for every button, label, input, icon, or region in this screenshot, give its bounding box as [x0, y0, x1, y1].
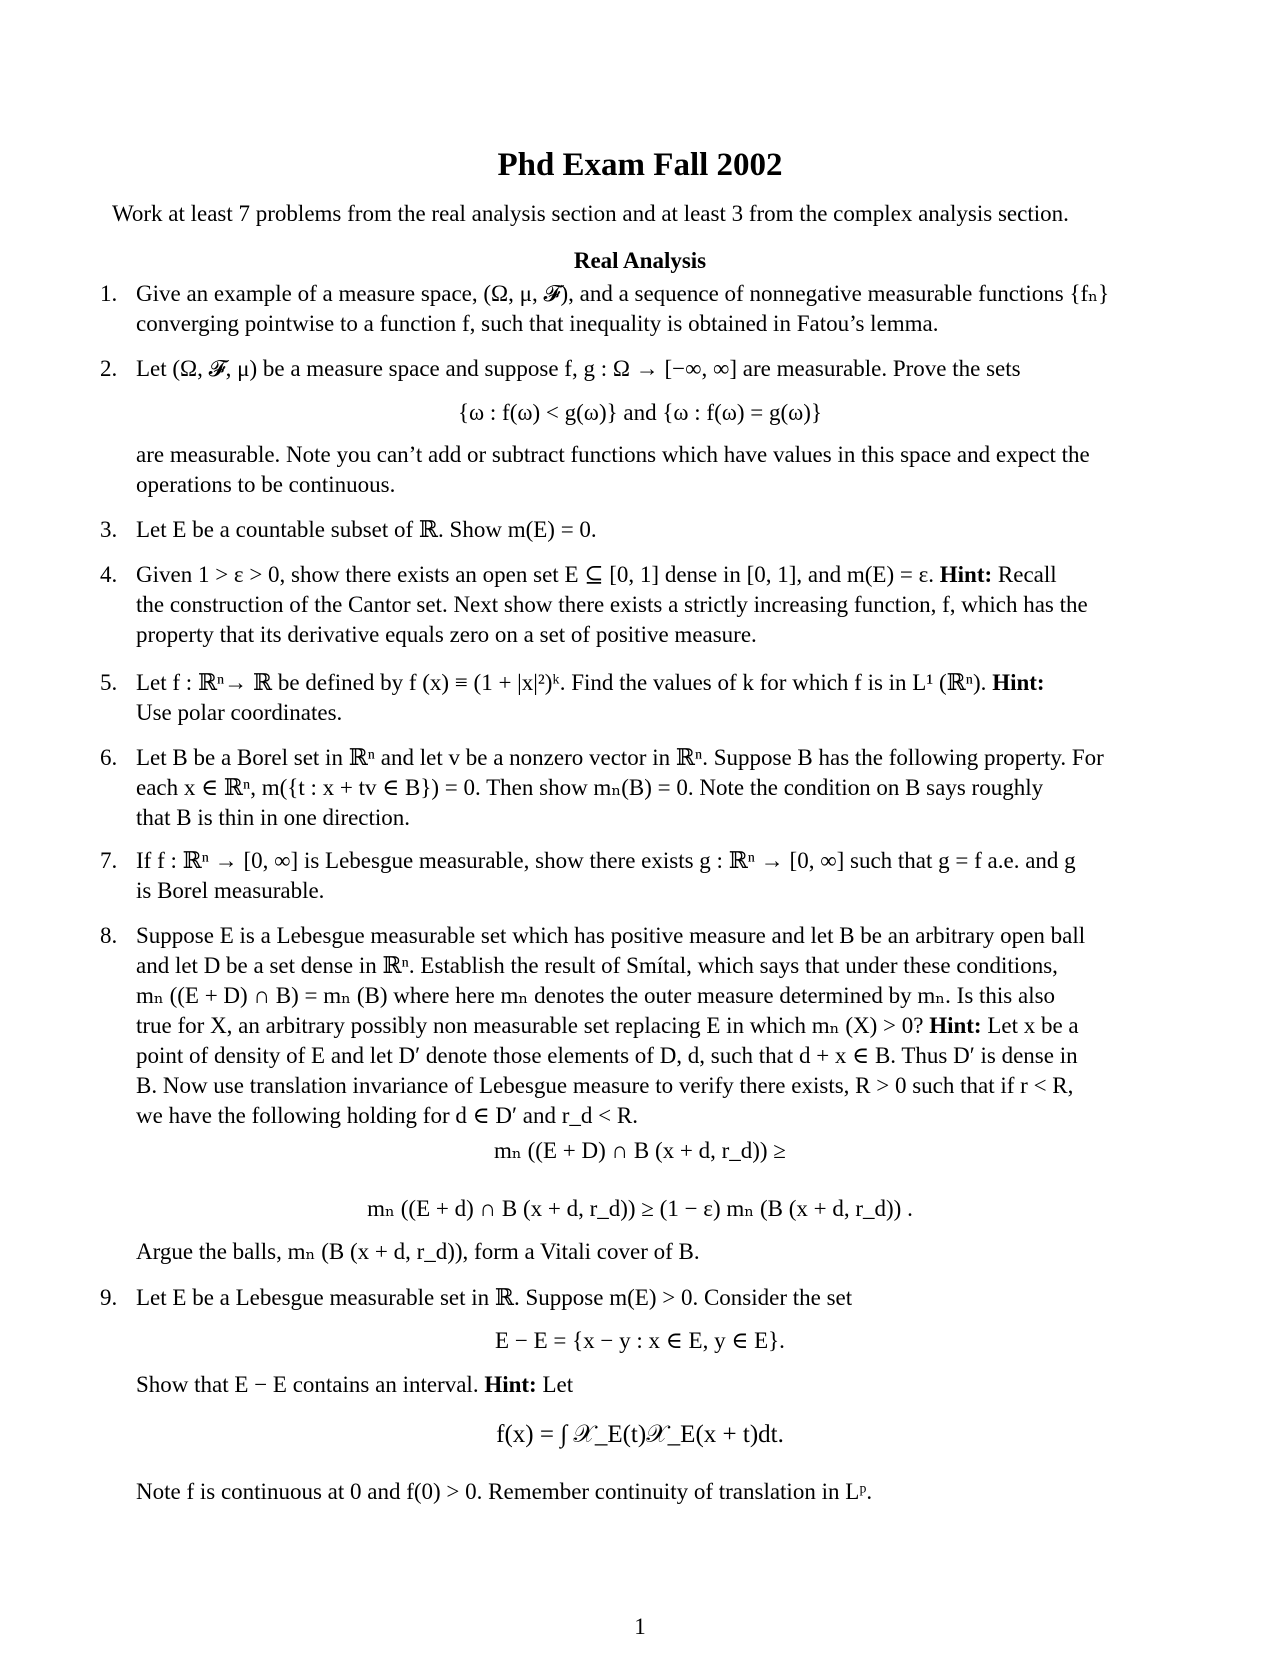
problem-number: 7. — [100, 848, 118, 873]
problem-text: Argue the balls, mₙ (B (x + d, r_d)), form a Vitali cover of B. — [136, 1239, 700, 1264]
problem-text: Show that E − E contains an interval. — [136, 1372, 479, 1397]
problem-text: Suppose E is a Lebesgue measurable set which has positive measure and let B be an arbitrary open ball — [136, 923, 1086, 948]
problem-1 — [100, 279, 1210, 339]
problem-text: property that its derivative equals zero on a set of positive measure. — [136, 622, 757, 647]
problem-text: Note f is continuous at 0 and f(0) > 0. Remember continuity of translation in Lᵖ. — [136, 1479, 873, 1504]
problem-9-hint — [100, 1370, 1210, 1400]
hint-label: Hint: — [484, 1372, 537, 1397]
display-equation: mₙ ((E + d) ∩ B (x + d, r_d)) ≥ (1 − ε) mₙ (B (x + d, r_d)) . — [367, 1196, 913, 1221]
problem-6 — [100, 743, 1210, 833]
problem-text: is Borel measurable. — [136, 878, 325, 903]
problem-text: Let E be a Lebesgue measurable set in ℝ. Suppose m(E) > 0. Consider the set — [136, 1285, 853, 1310]
problem-number: 2. — [100, 356, 118, 381]
problem-text — [136, 668, 1210, 698]
problem-9-continued — [100, 1477, 1210, 1507]
problem-text: Use polar coordinates. — [136, 700, 343, 725]
problem-text: Let f : ℝⁿ→ ℝ be defined by f (x) ≡ (1 + |x|²)ᵏ. Find the values of k for which f is in L¹ (ℝⁿ). — [136, 670, 987, 695]
page-title: Phd Exam Fall 2002 — [497, 147, 783, 183]
problem-8-continued — [100, 1237, 1210, 1267]
problem-5 — [100, 668, 1210, 728]
hint-text: Let — [542, 1372, 574, 1397]
problem-text — [136, 560, 1210, 590]
problem-text: mₙ ((E + D) ∩ B) = mₙ (B) where here mₙ denotes the outer measure determined by mₙ. Is this also — [136, 983, 1056, 1008]
problem-text: the construction of the Cantor set. Next show there exists a strictly increasing function, f, which has the — [136, 592, 1088, 617]
problem-number: 4. — [100, 562, 118, 587]
problem-text: operations to be continuous. — [136, 472, 396, 497]
problem-3 — [100, 515, 1210, 545]
problem-text: Let (Ω, 𝓕, μ) be a measure space and suppose f, g : Ω → [−∞, ∞] are measurable. Prove the sets — [136, 356, 1021, 381]
problem-text: Let E be a countable subset of ℝ. Show m(E) = 0. — [136, 517, 597, 542]
problem-text: converging pointwise to a function f, such that inequality is obtained in Fatou’s lemma. — [136, 311, 939, 336]
problem-text: each x ∈ ℝⁿ, m({t : x + tv ∈ B}) = 0. Then show mₙ(B) = 0. Note the condition on B says roughly — [136, 775, 1044, 800]
problem-text — [136, 1011, 1210, 1041]
problem-number: 3. — [100, 517, 118, 542]
display-equation: f(x) = ∫ 𝒳_E(t)𝒳_E(x + t)dt. — [496, 1421, 784, 1448]
problem-7 — [100, 846, 1210, 906]
problem-text: Give an example of a measure space, (Ω, μ, 𝓕), and a sequence of nonnegative measurable functions {fₙ} — [136, 281, 1110, 306]
problem-text — [136, 1370, 1210, 1400]
section-heading: Real Analysis — [573, 248, 707, 273]
problem-text: If f : ℝⁿ → [0, ∞] is Lebesgue measurable, show there exists g : ℝⁿ → [0, ∞] such that g = f a.e. and g — [136, 848, 1076, 873]
problem-text: true for X, an arbitrary possibly non measurable set replacing E in which mₙ (X) > 0? — [136, 1013, 924, 1038]
problem-number: 9. — [100, 1285, 118, 1310]
problem-4 — [100, 560, 1210, 650]
problem-8 — [100, 921, 1210, 1131]
problem-text: that B is thin in one direction. — [136, 805, 411, 830]
hint-text: Let x be a — [987, 1013, 1079, 1038]
problem-2 — [100, 354, 1210, 384]
display-equation: E − E = {x − y : x ∈ E, y ∈ E}. — [495, 1328, 785, 1353]
display-equation: mₙ ((E + D) ∩ B (x + d, r_d)) ≥ — [494, 1138, 786, 1163]
hint-label: Hint: — [939, 562, 993, 587]
problem-text: are measurable. Note you can’t add or subtract functions which have values in this space and expect the — [136, 442, 1090, 467]
problem-number: 5. — [100, 670, 118, 695]
problem-number: 6. — [100, 745, 118, 770]
problem-number: 1. — [100, 281, 118, 306]
page-number: 1 — [634, 1614, 646, 1639]
display-equation: {ω : f(ω) < g(ω)} and {ω : f(ω) = g(ω)} — [457, 400, 822, 425]
hint-text: Recall — [997, 562, 1057, 587]
problem-2-continued — [100, 440, 1210, 500]
problem-text: Let B be a Borel set in ℝⁿ and let v be a nonzero vector in ℝⁿ. Suppose B has the following property. For — [136, 745, 1104, 770]
problem-number: 8. — [100, 923, 118, 948]
problem-text: point of density of E and let D′ denote those elements of D, d, such that d + x ∈ B. Thus D′ is dense in — [136, 1043, 1078, 1068]
instructions: Work at least 7 problems from the real analysis section and at least 3 from the complex analysis section. — [112, 201, 1069, 226]
problem-text: and let D be a set dense in ℝⁿ. Establish the result of Smítal, which says that under these conditions, — [136, 953, 1058, 978]
hint-label: Hint: — [992, 670, 1045, 695]
problem-text: we have the following holding for d ∈ D′ and r_d < R. — [136, 1103, 638, 1128]
hint-label: Hint: — [929, 1013, 982, 1038]
problem-9 — [100, 1283, 1210, 1313]
problem-text: B. Now use translation invariance of Lebesgue measure to verify there exists, R > 0 such that if r < R, — [136, 1073, 1074, 1098]
problem-text: Given 1 > ε > 0, show there exists an open set E ⊆ [0, 1] dense in [0, 1], and m(E) = ε. — [136, 562, 935, 587]
